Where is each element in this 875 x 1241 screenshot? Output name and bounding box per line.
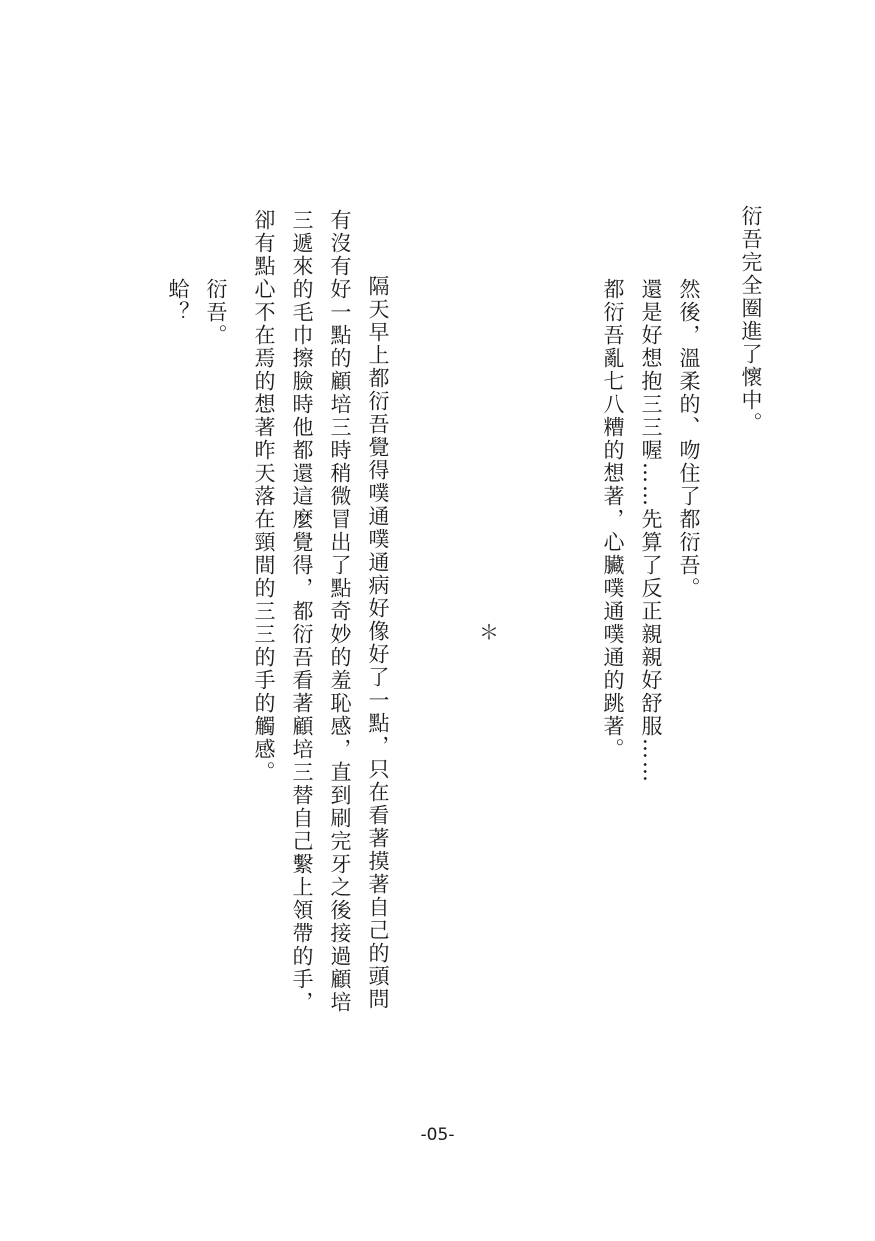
text-line-8: 卻有點心不在焉的想著昨天落在頸間的三三的手的觸感。 xyxy=(252,209,276,784)
text-line-9: 衍吾。 xyxy=(204,278,228,347)
text-line-10: 蛤？ xyxy=(166,278,190,324)
page-number: -05- xyxy=(420,1125,455,1145)
text-line-1: 衍吾完全圈進了懷中。 xyxy=(739,205,763,435)
scene-break-asterisk: ＊ xyxy=(479,620,499,644)
text-line-7: 三遞來的毛巾擦臉時他都還這麼覺得，都衍吾看著顧培三替自己繫上領帶的手， xyxy=(290,209,314,1014)
text-line-5: 隔天早上都衍吾覺得噗通噗通病好像好了一點，只在看著摸著自己的頭問 xyxy=(366,275,390,1011)
text-line-2: 然後，溫柔的、吻住了都衍吾。 xyxy=(677,278,701,600)
text-line-3: 還是好想抱三三喔……先算了反正親親好舒服…… xyxy=(639,278,663,784)
text-line-4: 都衍吾亂七八糟的想著，心臟噗通噗通的跳著。 xyxy=(601,278,625,761)
text-line-6: 有沒有好一點的顧培三時稍微冒出了點奇妙的羞恥感，直到刷完牙之後接過顧培 xyxy=(328,209,352,1014)
